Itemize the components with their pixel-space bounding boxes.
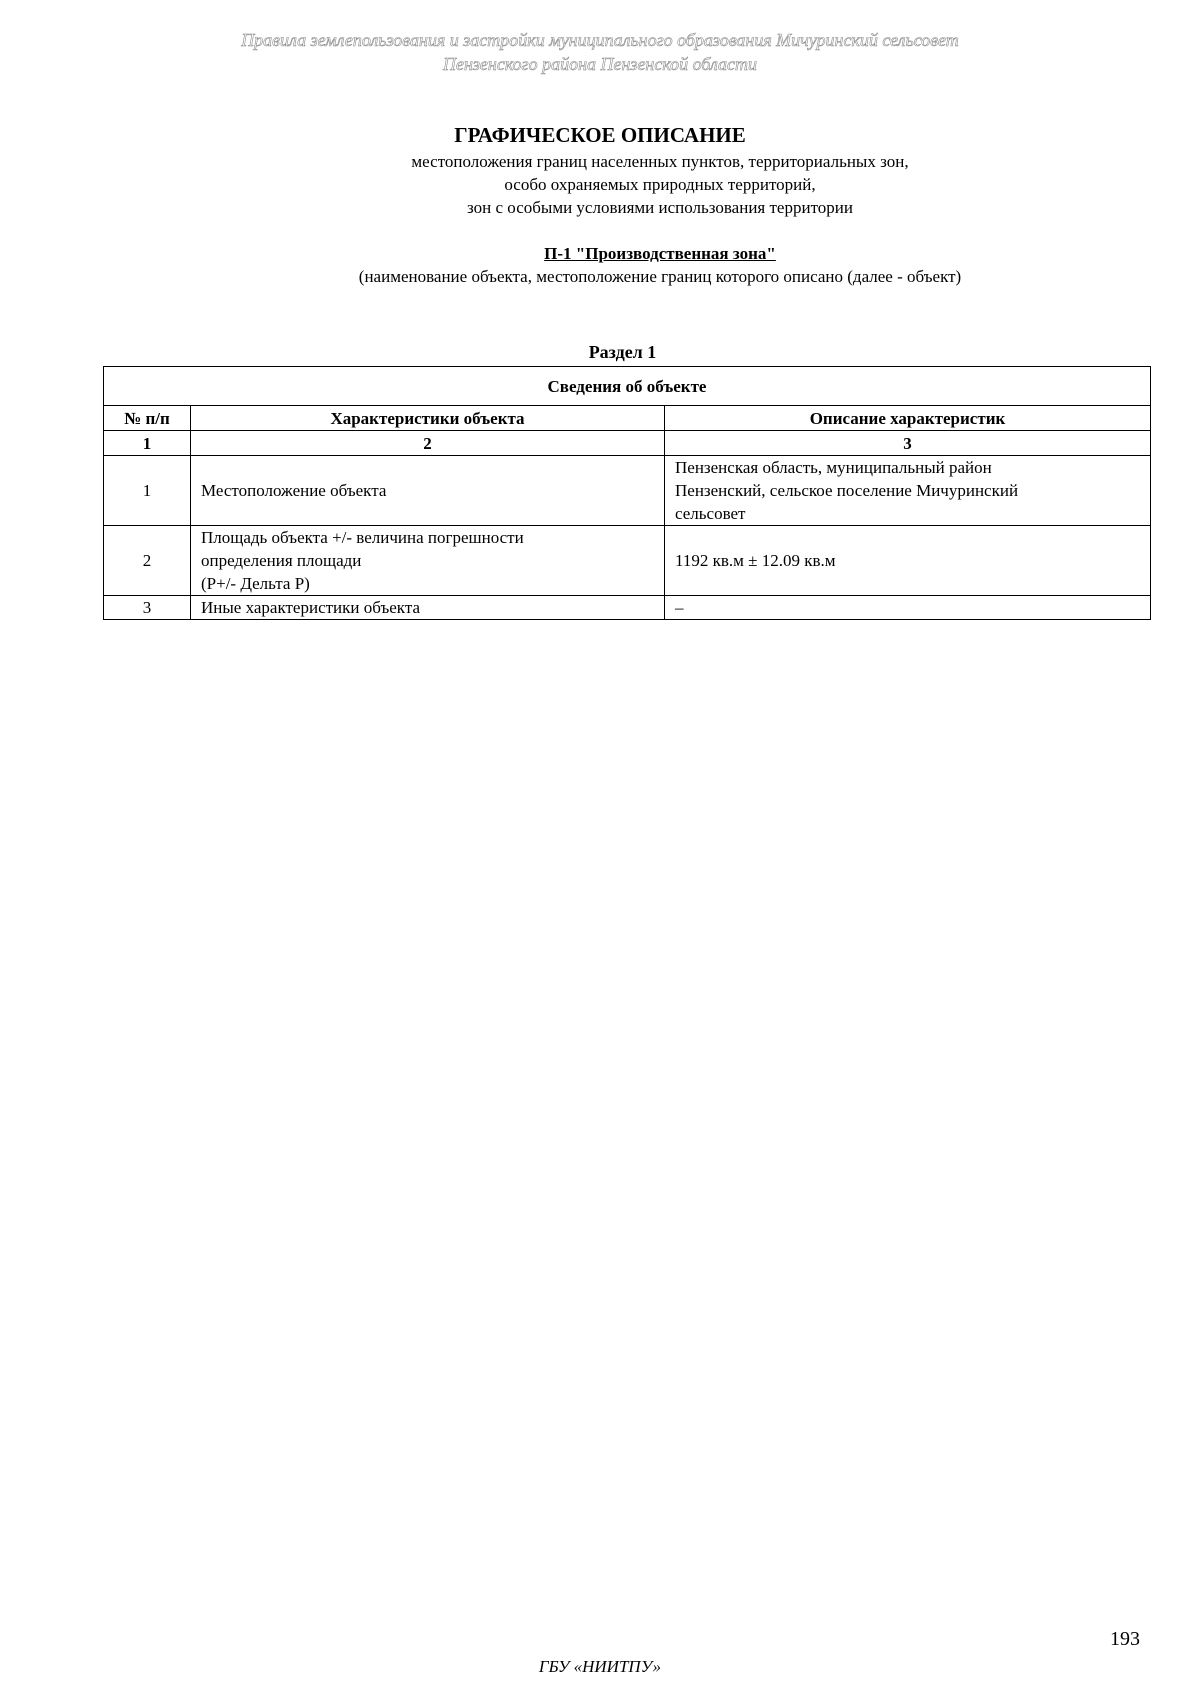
table-header-row <box>104 406 1151 431</box>
page-footer: ГБУ «НИИТПУ» <box>538 1657 662 1676</box>
characteristic-cell <box>191 456 665 526</box>
characteristic-cell <box>191 526 665 596</box>
document-title: ГРАФИЧЕСКОЕ ОПИСАНИЕ <box>454 123 746 147</box>
column-number: 2 <box>191 431 665 456</box>
description-line: Пензенская область, муниципальный район <box>675 458 992 477</box>
section-title: Раздел 1 <box>588 342 657 362</box>
table-caption: Сведения об объекте <box>104 367 1151 406</box>
characteristic-line: Местоположение объекта <box>201 481 387 500</box>
description-cell <box>665 596 1151 620</box>
description-line: 1192 кв.м ± 12.09 кв.м <box>675 551 836 570</box>
object-name: П-1 "Производственная зона" <box>544 244 776 263</box>
column-number: 1 <box>104 431 191 456</box>
header-cell-characteristic: Характеристики объекта <box>191 406 665 431</box>
row-number: 3 <box>104 596 191 620</box>
description-line: – <box>675 598 684 617</box>
header-cell-number: № п/п <box>104 406 191 431</box>
characteristic-line: Иные характеристики объекта <box>201 598 421 617</box>
characteristic-line: Площадь объекта +/- величина погрешности <box>201 528 524 547</box>
description-line: сельсовет <box>675 504 746 523</box>
row-number: 2 <box>104 526 191 596</box>
document-subtitle <box>0 150 1200 219</box>
description-cell <box>665 456 1151 526</box>
characteristic-line: (Р+/- Дельта Р) <box>201 574 310 593</box>
page-number: 193 <box>1110 1628 1140 1650</box>
column-number: 3 <box>665 431 1151 456</box>
column-number-row <box>104 431 1151 456</box>
subtitle-line: особо охраняемых природных территорий, <box>504 175 816 194</box>
object-caption: (наименование объекта, местоположение границ которого описано (далее - объект) <box>358 267 962 286</box>
header-cell-description: Описание характеристик <box>665 406 1151 431</box>
page-header-line-1: Правила землепользования и застройки муниципального образования Мичуринский сельсовет <box>241 30 959 50</box>
description-cell <box>665 526 1151 596</box>
characteristic-cell <box>191 596 665 620</box>
table-caption-row <box>104 367 1151 406</box>
description-line: Пензенский, сельское поселение Мичуринский <box>675 481 1019 500</box>
row-number: 1 <box>104 456 191 526</box>
subtitle-line: зон с особыми условиями использования территории <box>467 198 853 217</box>
page-header-line-2: Пензенского района Пензенской области <box>442 54 758 74</box>
table-row <box>104 526 1151 596</box>
table-row <box>104 456 1151 526</box>
characteristic-line: определения площади <box>201 551 362 570</box>
page-header <box>0 28 1200 76</box>
object-info-table <box>103 366 1151 620</box>
table-row <box>104 596 1151 620</box>
subtitle-line: местоположения границ населенных пунктов, территориальных зон, <box>411 152 909 171</box>
